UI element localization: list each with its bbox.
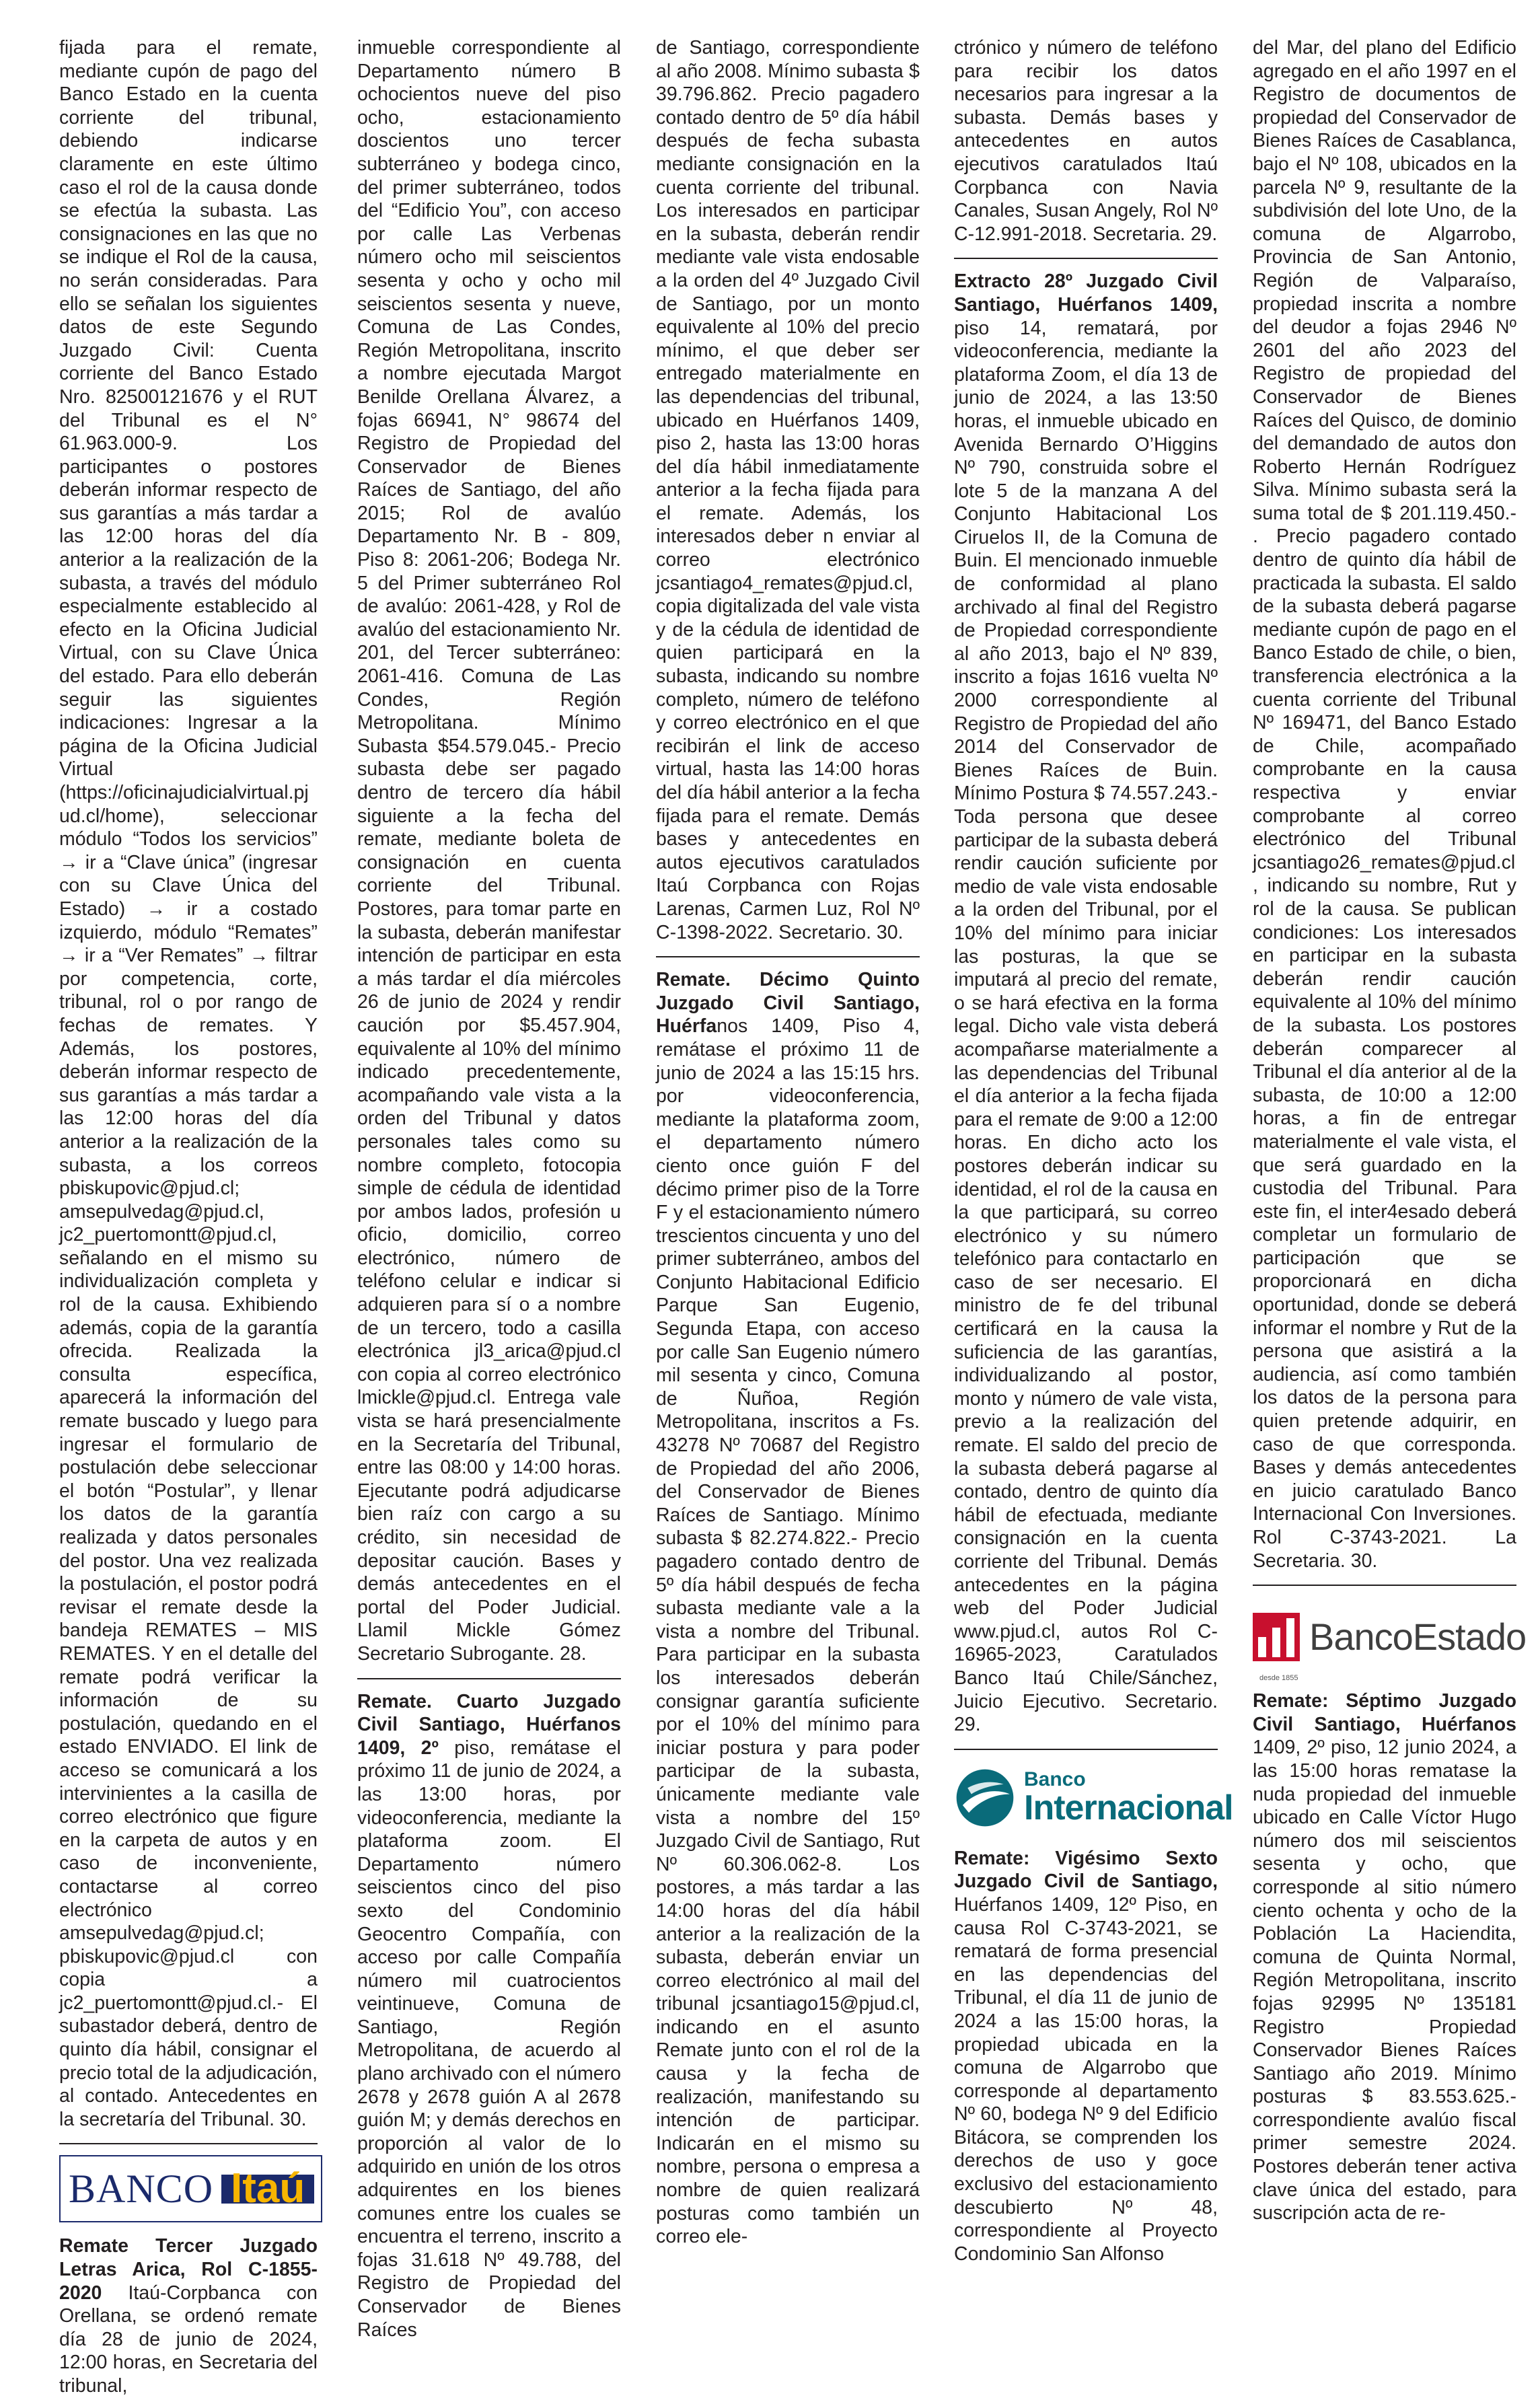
notice	[357, 1690, 621, 2342]
notice	[954, 1847, 1218, 2266]
notice-body: Huérfanos 1409, 12º Piso, en causa Rol C-3743-2021, se rematará de forma presencial en las dependencias del Tribunal, el día 11 de junio de 2024 a las 15:00 horas, la propiedad ubicada en la comuna de Algarrobo que corresponde al departamento Nº 60, bodega Nº 9 del Edificio Bitácora, se comprenden los derechos de uso y goce exclusivo del estacionamiento descubierto Nº 48, correspondiente al Proyecto Condominio San Alfonso	[954, 1893, 1218, 2265]
notice-heading: Remate: Séptimo Juzgado Civil Santiago, Huérfanos	[1253, 1690, 1516, 1735]
logo-internacional-text: Internacional	[1024, 1788, 1233, 1827]
column-4	[954, 36, 1233, 2265]
bancoestado-logo	[1253, 1597, 1527, 1683]
column-divider	[656, 956, 920, 957]
banco-internacional-logo	[954, 1761, 1233, 1835]
notice-body: 1409, 2º piso, 12 junio 2024, a las 15:00 horas rematase la nuda propiedad del inmueble ubicado en Calle Víctor Hugo número dos mil seiscientos sesenta y ocho, que corresponde al sitio número ciento ochenta y ocho de la Población La Haciendita, comuna de Quinta Normal, Región Metropolitana, inscrito fojas 92995 Nº 135181 Registro Propiedad Conservador Bienes Raíces Santiago año 2019. Mínimo posturas $ 83.553.625.- correspondiente avalúo fiscal primer semestre 2024. Postores deberán tener activa clave única del estado, para suscripción acta de re-	[1253, 1737, 1516, 2224]
bancoestado-mark-icon	[1253, 1610, 1300, 1683]
notice-continuation: ctrónico y número de teléfono para recibir los datos necesarios para ingresar a la subasta. Demás bases y antecedentes en autos ejecutivos caratulados Itaú Corpbanca con Navia Canales, Susan Angely, Rol Nº C-12.991-2018. Secretaria. 29.	[954, 37, 1218, 245]
column-divider	[1253, 1585, 1516, 1586]
notice-heading: Remate. Cuarto Juzgado Civil Santiago, Huérfanos 1409, 2º	[357, 1690, 621, 1759]
notice-continuation: inmueble correspondiente al Departamento número B ochocientos nueve del piso ocho, estacionamiento doscientos uno tercer subterráneo y bodega cinco, del primer subterráneo, todos del “Edificio You”, con acceso por calle Las Verbenas número ocho mil seiscientos sesenta y ocho y ocho mil seiscientos sesenta y nueve, Comuna de Las Condes, Región Metropolitana, inscrito a nombre ejecutada Margot Benilde Orellana Álvarez, a fojas 66941, N° 98674 del Registro de Propiedad del Conservador de Bienes Raíces de Santiago, del año 2015; Rol de avalúo Departamento Nr. B - 809, Piso 8: 2061-206; Bodega Nr. 5 del Primer subterráneo Rol de avalúo: 2061-428, y Rol de avalúo del estacionamiento Nr. 201, del Tercer subterráneo: 2061-416. Comuna de Las Condes, Región Metropolitana. Mínimo Subasta $54.579.045.- Precio subasta debe ser pagado dentro de tercero día hábil siguiente a la fecha del remate, mediante boleta de consignación en cuenta corriente del Tribunal. Postores, para tomar parte en la subasta, deberán manifestar intención de participar en esta a más tardar el día miércoles 26 de junio de 2024 y rendir caución por $5.457.904, equivalente al 10% del mínimo indicado precedentemente, acompañando vale vista a la orden del Tribunal y datos personales tales como su nombre completo, fotocopia simple de cédula de identidad por ambos lados, profesión u oficio, domicilio, correo electrónico, número de teléfono celular e indicar si adquieren para sí o a nombre de un tercero, todo a casilla electrónica jl3_arica@pjud.cl con copia al correo electrónico lmickle@pjud.cl. Entrega vale vista se hará presencialmente en la Secretaría del Tribunal, entre las 08:00 y 14:00 horas. Ejecutante podrá adjudicarse bien raíz con cargo a su crédito, sin necesidad de depositar caución. Bases y demás antecedentes en el portal del Poder Judicial. Llamil Mickle Gómez Secretario Subrogante. 28.	[357, 37, 621, 1665]
column-1	[59, 36, 318, 2398]
banco-itau-logo	[59, 2155, 318, 2222]
logo-itau-text: Itaú	[221, 2175, 314, 2204]
column-divider	[357, 1678, 621, 1679]
notice-heading: Remate: Vigésimo Sexto Juzgado Civil de Santiago,	[954, 1847, 1218, 1893]
logo-since-text: desde 1855	[1259, 1674, 1298, 1683]
globe-icon	[954, 1767, 1016, 1829]
notice-continuation: fijada para el remate, mediante cupón de pago del Banco Estado en la cuenta corriente del tribunal, debiendo indicarse claramente en este último caso el rol de la causa donde se efectúa la subasta. Las consignaciones en las que no se indique el Rol de la causa, no serán consideradas. Para ello se señalan los siguientes datos de este Segundo Juzgado Civil: Cuenta corriente del Banco Estado Nro. 82500121676 y el RUT del Tribunal es el N° 61.963.000-9. Los participantes o postores deberán informar respecto de sus garantías a más tardar a las 12:00 horas del día anterior a la realización de la subasta, a través del módulo especialmente establecido al efecto en la Oficina Judicial Virtual, con su Clave Única del estado. Para ello deberán seguir las siguientes indicaciones: Ingresar a la página de la Oficina Judicial Virtual (https://oficinajudicialvirtual.pjud.cl/home), seleccionar módulo “Todos los servicios” → ir a “Clave única” (ingresar con su Clave Única del Estado) → ir a costado izquierdo, módulo “Remates” → ir a “Ver Remates” → filtrar por competencia, corte, tribunal, rol o por rango de fechas de remates. Y Además, los postores, deberán informar respecto de sus garantías a más tardar a las 12:00 horas del día anterior a la realización de la subasta, a los correos pbiskupovic@pjud.cl; amsepulvedag@pjud.cl, jc2_puertomontt@pjud.cl, señalando en el mismo su individualización completa y rol de la causa. Exhibiendo además, copia de la garantía ofrecida. Realizada la consulta específica, aparecerá la información del remate buscado y luego para ingresar el formulario de postulación debe seleccionar el botón “Postular”, y llenar los datos de la garantía realizada y datos personales del postor. Una vez realizada la postulación, el postor podrá revisar el remate desde la bandeja REMATES – MIS REMATES. Y en el detalle del remate podrá verificar la información de su postulación, quedando en el estado ENVIADO. El link de acceso se comunicará a los intervinientes a la casilla de correo electrónico que figure en la carpeta de autos y en caso de inconveniente, contactarse al correo electrónico amsepulvedag@pjud.cl; pbiskupovic@pjud.cl con copia a jc2_puertomontt@pjud.cl.- El subastador deberá, dentro de quinto día hábil, consignar el precio total de la adjudicación, al contado. Antecedentes en la secretaría del Tribunal. 30.	[59, 37, 318, 2130]
notice-continuation: de Santiago, correspondiente al año 2008. Mínimo subasta $ 39.796.862. Precio pagadero contado dentro de 5º día hábil después de fecha subasta mediante consignación en la cuenta corriente del tribunal. Los interesados en participar en la subasta, deberán rendir mediante vale vista endosable a la orden del 4º Juzgado Civil de Santiago, por un monto equivalente al 10% del precio mínimo, el que deber ser entregado materialmente en las dependencias del tribunal, ubicado en Huérfanos 1409, piso 2, hasta las 13:00 horas del día hábil inmediatamente anterior a la fecha fijada para el remate. Además, los interesados deber n enviar al correo electrónico jcsantiago4_remates@pjud.cl, copia digitalizada del vale vista y de la cédula de identidad de quien participará en la subasta, indicando su nombre completo, número de teléfono y correo electrónico en el que recibirán el link de acceso virtual, hasta las 14:00 horas del día hábil anterior a la fecha fijada para el remate. Demás bases y antecedentes en autos ejecutivos caratulados Itaú Corpbanca con Rojas Larenas, Carmen Luz, Rol Nº C-1398-2022. Secretario. 30.	[656, 37, 920, 943]
notice-body: Itaú-Corpbanca con Orellana, se ordenó remate día 28 de junio de 2024, 12:00 horas, en Secretaria del tribunal,	[59, 2282, 318, 2397]
column-divider	[954, 258, 1218, 259]
notice	[656, 968, 920, 2249]
notice	[59, 2234, 318, 2397]
notice-heading: Extracto 28º Juzgado Civil Santiago, Huérfanos 1409,	[954, 270, 1218, 316]
notice-continuation: del Mar, del plano del Edificio agregado en el año 1997 en el Registro de documentos de propiedad del Conservador de Bienes Raíces de Casablanca, bajo el Nº 108, ubicados en la parcela Nº 9, resultante de la subdivisión del lote Uno, de la comuna de Algarrobo, Provincia de San Antonio, Región de Valparaíso, propiedad inscrita a nombre del deudor a fojas 2946 Nº 2601 del año 2023 del Registro de propiedad del Conservador de Bienes Raíces del Quisco, de dominio del demandado de autos don Roberto Hernán Rodríguez Silva. Mínimo subasta será la suma total de $ 201.119.450.- . Precio pagadero contado dentro de quinto día hábil de practicada la subasta. El saldo de la subasta deberá pagarse mediante cupón de pago en el Banco Estado de chile, o bien, transferencia electrónica a la cuenta corriente del Tribunal Nº 169471, del Banco Estado de Chile, acompañado comprobante en la causa respectiva y enviar comprobante al correo electrónico del Tribunal jcsantiago26_remates@pjud.cl, indicando su nombre, Rut y rol de la causa. Se publican condiciones: Los interesados en participar en la subasta deberán rendir caución equivalente al 10% del mínimo de la subasta. Los postores deberán comparecer al Tribunal el día anterior al de la subasta, de 10:00 a 12:00 horas, a fin de entregar materialmente el vale vista, el que será guardado en la custodia del Tribunal. Para este fin, el inter4esado deberá completar un formulario de participación que se proporcionará en dicha oportunidad, donde se deberá informar el nombre y Rut de la persona que asistirá a la audiencia, así como también los datos de la persona para quien pretende adquirir, en caso de que corresponda. Bases y demás antecedentes en juicio caratulado Banco Internacional Con Inversiones. Rol C-3743-2021. La Secretaria. 30.	[1253, 37, 1516, 1572]
logo-banco-text: Banco	[1024, 1768, 1086, 1790]
notice	[954, 270, 1218, 1736]
notice-body: nos 1409, Piso 4, remátase el próximo 11 de junio de 2024 a las 15:15 hrs. por videoconferencia, mediante la plataforma zoom, el departamento número ciento once guión F del décimo primer piso de la Torre F y el estacionamiento número trescientos cincuenta y uno del primer subterráneo, ambos del Conjunto Habitacional Edificio Parque San Eugenio, Segunda Etapa, con acceso por calle San Eugenio número mil sesenta y cinco, Comuna de Ñuñoa, Región Metropolitana, inscritos a Fs. 43278 Nº 70687 del Registro de Propiedad del año 2006, del Conservador de Bienes Raíces de Santiago. Mínimo subasta $ 82.274.822.- Precio pagadero contado dentro de 5º día hábil después de fecha subasta mediante vale a la vista a nombre del Tribunal. Para participar en la subasta los interesados deberán consignar garantía suficiente por el 10% del mínimo para iniciar postura y para poder participar de la subasta, únicamente mediante vale vista a nombre del 15º Juzgado Civil de Santiago, Rut Nº 60.306.062-8. Los postores, a más tardar a las 14:00 horas del día hábil anterior a la realización de la subasta, deberán enviar un correo electrónico al mail del tribunal jcsantiago15@pjud.cl, indicando en el asunto Remate junto con el rol de la causa y la fecha de realización, manifestando su intención de participar. Indicarán en el mismo su nombre, persona o empresa a nombre de quien realizará posturas como también un correo ele-	[656, 1015, 920, 2248]
column-2	[357, 36, 621, 2341]
column-5	[1253, 36, 1527, 2225]
column-divider	[954, 1749, 1218, 1750]
column-3	[656, 36, 920, 2249]
logo-banco-text: BANCO	[69, 2167, 214, 2212]
notice-heading: Remate. Décimo Quinto Juzgado Civil Santiago, Huérfa	[656, 969, 920, 1038]
notice-heading: Remate Tercer Juzgado Letras Arica, Rol C-1855-2020	[59, 2235, 318, 2304]
column-divider	[59, 2143, 318, 2144]
logo-bancoestado-text: BancoEstado	[1309, 1615, 1527, 1658]
notice-body: piso 14, rematará, por videoconferencia, mediante la plataforma Zoom, el día 13 de junio de 2024, a las 13:50 horas, el inmueble ubicado en Avenida Bernardo O’Higgins Nº 790, construida sobre el lote 5 de la manzana A del Conjunto Habitacional Los Ciruelos II, de la Comuna de Buin. El mencionado inmueble de conformidad al plano archivado al final del Registro de Propiedad correspondiente al año 2013, bajo el Nº 839, inscrito a fojas 1616 vuelta Nº 2000 correspondiente al Registro de Propiedad del año 2014 del Conservador de Bienes Raíces de Buin. Mínimo Postura $ 74.557.243.- Toda persona que desee participar de la subasta deberá rendir caución suficiente por medio de vale vista endosable a la orden del Tribunal, por el 10% del mínimo para iniciar las posturas, la que se imputará al precio del remate, o se hará efectiva en la forma legal. Dicho vale vista deberá acompañarse materialmente a las dependencias del Tribunal el día anterior a la fecha fijada para el remate de 9:00 a 12:00 horas. En dicho acto los postores deberán indicar su identidad, el rol de la causa en la que participará, su correo electrónico y su número telefónico para contactarlo en caso de ser necesario. El ministro de fe del tribunal certificará en la causa la suficiencia de las garantías, individualizando al postor, monto y número de vale vista, previo a la realización del remate. El saldo del precio de la subasta deberá pagarse al contado, dentro de quinto día hábil de efectuada, mediante consignación en la cuenta corriente del Tribunal. Demás antecedentes en la página web del Poder Judicial www.pjud.cl, autos Rol C-16965-2023, Caratulados Banco Itaú Chile/Sánchez, Juicio Ejecutivo. Secretario. 29.	[954, 317, 1218, 1736]
notice	[1253, 1690, 1516, 2225]
notice-body: piso, remátase el próximo 11 de junio de 2024, a las 13:00 horas, por videoconferencia, mediante la plataforma zoom. El Departamento número seiscientos cinco del piso sexto del Condominio Geocentro Compañía, con acceso por calle Compañía número mil cuatrocientos veintinueve, Comuna de Santiago, Región Metropolitana, de acuerdo al plano archivado con el número 2678 y 2678 guión A al 2678 guión M; y demás derechos en proporción al valor de lo adquirido en unión de los otros adquirentes en los bienes comunes entre los cuales se encuentra el terreno, inscrito a fojas 31.618 Nº 49.788, del Registro de Propiedad del Conservador de Bienes Raíces	[357, 1737, 621, 2341]
